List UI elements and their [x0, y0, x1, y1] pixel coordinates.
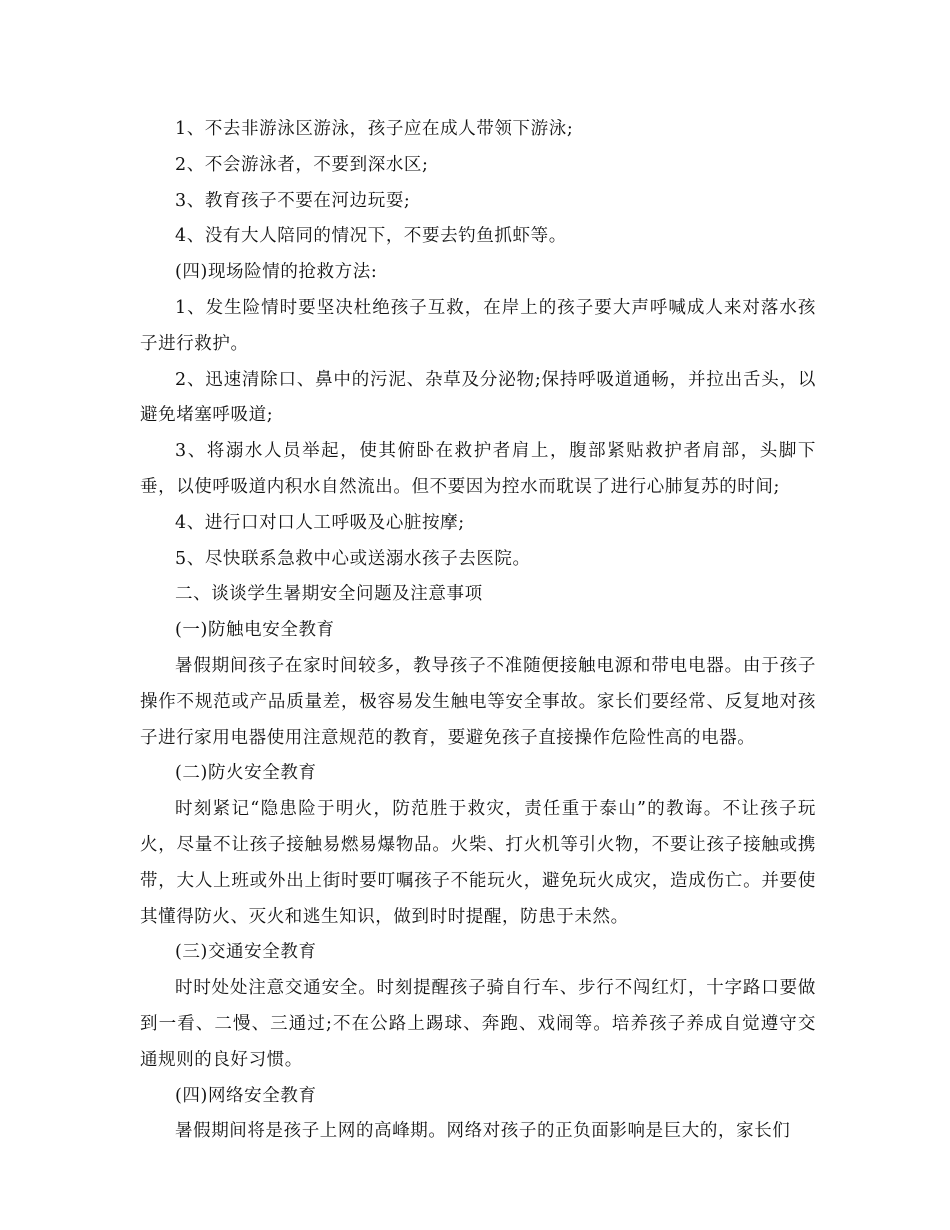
list-item-rescue-step-1: 1、发生险情时要坚决杜绝孩子互救，在岸上的孩子要大声呼喊成人来对落水孩子进行救护。 — [140, 297, 816, 354]
list-item-rescue-step-3: 3、将溺水人员举起，使其俯卧在救护者肩上，腹部紧贴救护者肩部，头脚下垂，以使呼吸道内积水自然流出。但不要因为控水而耽误了进行心肺复苏的时间; — [140, 441, 816, 497]
list-item-rescue-step-4: 4、进行口对口人工呼吸及心脏按摩; — [175, 512, 465, 533]
paragraph-electric-safety: 暑假期间孩子在家时间较多，教导孩子不准随便接触电源和带电电器。由于孩子操作不规范或产品质量差，极容易发生触电等安全事故。家长们要经常、反复地对孩子进行家用电器使用注意规范的教育，要避免孩子直接操作危险性高的电器。 — [140, 655, 816, 748]
list-item-no-riverside-play: 3、教育孩子不要在河边玩耍; — [175, 190, 411, 211]
subheading-traffic-safety: (三)交通安全教育 — [175, 942, 317, 963]
list-item-rescue-step-5: 5、尽快联系急救中心或送溺水孩子去医院。 — [175, 548, 531, 569]
subheading-electric-safety: (一)防触电安全教育 — [175, 620, 335, 641]
paragraph-network-safety: 暑假期间将是孩子上网的高峰期。网络对孩子的正负面影响是巨大的，家长们 — [175, 1121, 791, 1142]
list-item-no-unsafe-swimming: 1、不去非游泳区游泳，孩子应在成人带领下游泳; — [175, 119, 574, 139]
subheading-fire-safety: (二)防火安全教育 — [175, 763, 317, 784]
paragraph-traffic-safety: 时时处处注意交通安全。时刻提醒孩子骑自行车、步行不闯红灯，十字路口要做到一看、二慢、三通过;不在公路上踢球、奔跑、戏闹等。培养孩子养成自觉遵守交通规则的良好习惯。 — [140, 978, 816, 1070]
list-item-rescue-step-2: 2、迅速清除口、鼻中的污泥、杂草及分泌物;保持呼吸道通畅，并拉出舌头，以避免堵塞呼吸道; — [140, 369, 816, 426]
section-heading-summer-safety: 二、谈谈学生暑期安全问题及注意事项 — [175, 584, 483, 605]
subheading-network-safety: (四)网络安全教育 — [175, 1085, 317, 1106]
list-item-no-deep-water: 2、不会游泳者，不要到深水区; — [175, 154, 429, 175]
paragraph-fire-safety: 时刻紧记“隐患险于明火，防范胜于救灾，责任重于泰山”的教诲。不让孩子玩火，尽量不让孩子接触易燃易爆物品。火柴、打火机等引火物，不要让孩子接触或携带，大人上班或外出上街时要叮嘱孩子不能玩火，避免玩火成灾，造成伤亡。并要使其懂得防火、灭火和逃生知识，做到时时提醒，防患于未然。 — [140, 799, 816, 927]
section-heading-rescue-methods: (四)现场险情的抢救方法: — [175, 262, 378, 283]
list-item-no-fishing-alone: 4、没有大人陪同的情况下，不要去钓鱼抓虾等。 — [175, 226, 567, 247]
document-body — [140, 112, 816, 1150]
